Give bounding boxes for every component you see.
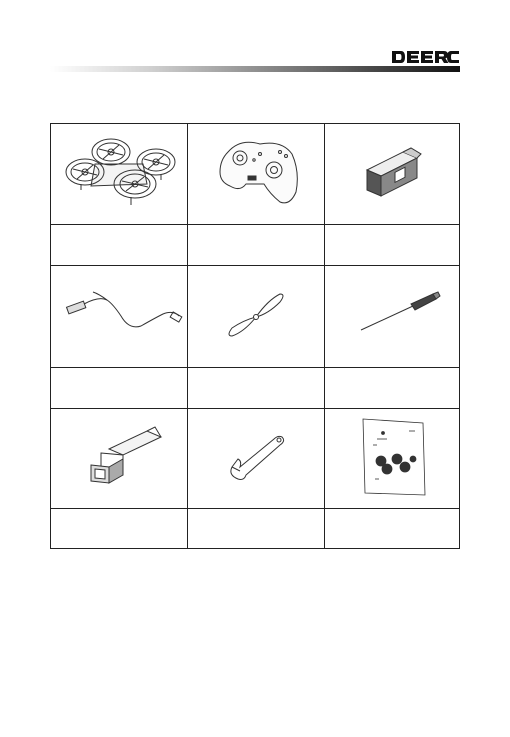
parts-label-cell: [51, 368, 187, 408]
parts-cell-remote: [188, 124, 324, 224]
instruction-manual-icon: [325, 409, 461, 508]
parts-cell-propeller: [188, 266, 324, 367]
parts-label-cell: [51, 225, 187, 265]
remote-controller-icon: [188, 124, 324, 224]
parts-cell-battery: [325, 124, 461, 224]
parts-label-cell: [325, 509, 461, 550]
parts-label-cell: [188, 225, 324, 265]
usb-charging-cable-icon: [51, 266, 187, 367]
parts-cell-removal-tool: [188, 409, 324, 508]
package-contents-table: [50, 123, 460, 549]
parts-cell-manual: [325, 409, 461, 508]
parts-cell-cable: [51, 266, 187, 367]
parts-cell-screwdriver: [325, 266, 461, 367]
parts-label-cell: [188, 509, 324, 550]
parts-label-cell: [188, 368, 324, 408]
parts-label-cell: [51, 509, 187, 550]
parts-label-cell: [325, 225, 461, 265]
drone-icon: [51, 124, 187, 224]
parts-label-cell: [325, 368, 461, 408]
propeller-icon: [188, 266, 324, 367]
phone-holder-icon: [51, 409, 187, 508]
parts-cell-drone: [51, 124, 187, 224]
screwdriver-icon: [325, 266, 461, 367]
battery-icon: [325, 124, 461, 224]
propeller-removal-tool-icon: [188, 409, 324, 508]
header-gradient-rule: [50, 66, 460, 72]
brand-logo: [392, 50, 460, 64]
parts-cell-phone-holder: [51, 409, 187, 508]
